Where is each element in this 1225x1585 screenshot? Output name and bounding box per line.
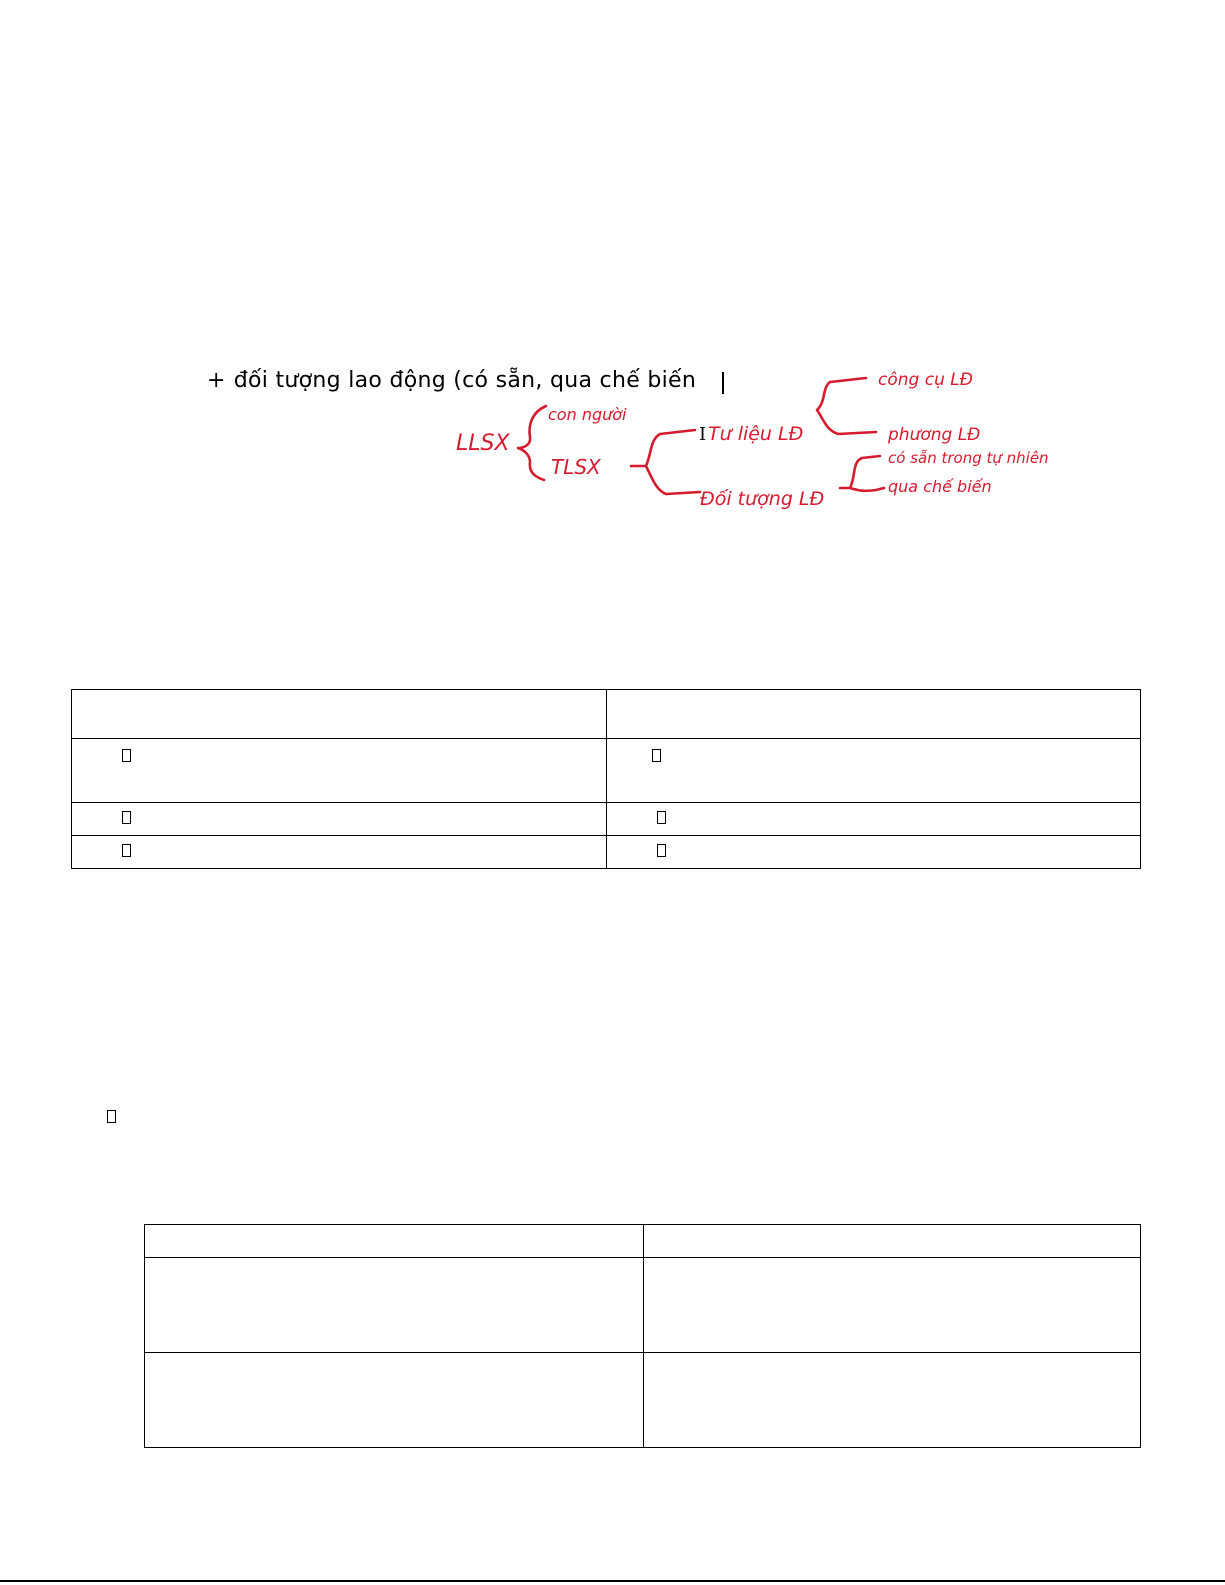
hw-cong-cu-ld: công cụ LĐ [878, 370, 973, 390]
hw-doi-tuong-ld: Đối tượng LĐ [700, 488, 825, 510]
table-cell [644, 1258, 1141, 1353]
page-bottom-rule [0, 1580, 1225, 1582]
hw-con-nguoi: con người [548, 405, 627, 424]
table-cell [72, 836, 607, 869]
table-row [72, 836, 1141, 869]
missing-glyph-icon [652, 749, 661, 762]
table-cell [72, 690, 607, 739]
missing-glyph-icon [657, 811, 666, 824]
missing-glyph-icon [122, 844, 131, 857]
table-cell [72, 803, 607, 836]
printed-line-text: đối tượng lao động (có sẵn, qua chế biến [233, 368, 697, 393]
table-row [72, 739, 1141, 803]
missing-glyph-icon [657, 844, 666, 857]
table-row [72, 803, 1141, 836]
text-cursor-glyph: I [699, 424, 707, 445]
table-cell [644, 1225, 1141, 1258]
hw-qua-che-bien: qua chế biến [888, 477, 992, 496]
hw-phuong-tien-ld: phương LĐ [888, 425, 981, 445]
connector-tu-lieu [817, 378, 876, 434]
table-one [71, 689, 1141, 869]
connector-tlsx [631, 430, 700, 494]
missing-glyph-icon [122, 811, 131, 824]
hw-tlsx: TLSX [551, 455, 601, 479]
hw-co-san: có sẵn trong tự nhiên [888, 449, 1049, 467]
table-row [145, 1353, 1141, 1448]
table-cell [145, 1353, 644, 1448]
plus-bullet: + [207, 368, 226, 393]
connector-doi-tuong [840, 456, 884, 491]
table-two [144, 1224, 1141, 1448]
table-cell [606, 803, 1141, 836]
table-cell [606, 836, 1141, 869]
table-cell [72, 739, 607, 803]
table-row [72, 690, 1141, 739]
table-cell [145, 1225, 644, 1258]
table-cell [644, 1353, 1141, 1448]
table-cell [606, 739, 1141, 803]
missing-glyph-icon [122, 749, 131, 762]
hw-llsx: LLSX [456, 431, 510, 456]
table-cell [145, 1258, 644, 1353]
bracket-llsx [518, 406, 546, 480]
table-cell [606, 690, 1141, 739]
missing-glyph-icon [107, 1110, 116, 1123]
table-row [145, 1225, 1141, 1258]
hw-tu-lieu-ld: Tư liệu LĐ [708, 423, 804, 445]
table-row [145, 1258, 1141, 1353]
